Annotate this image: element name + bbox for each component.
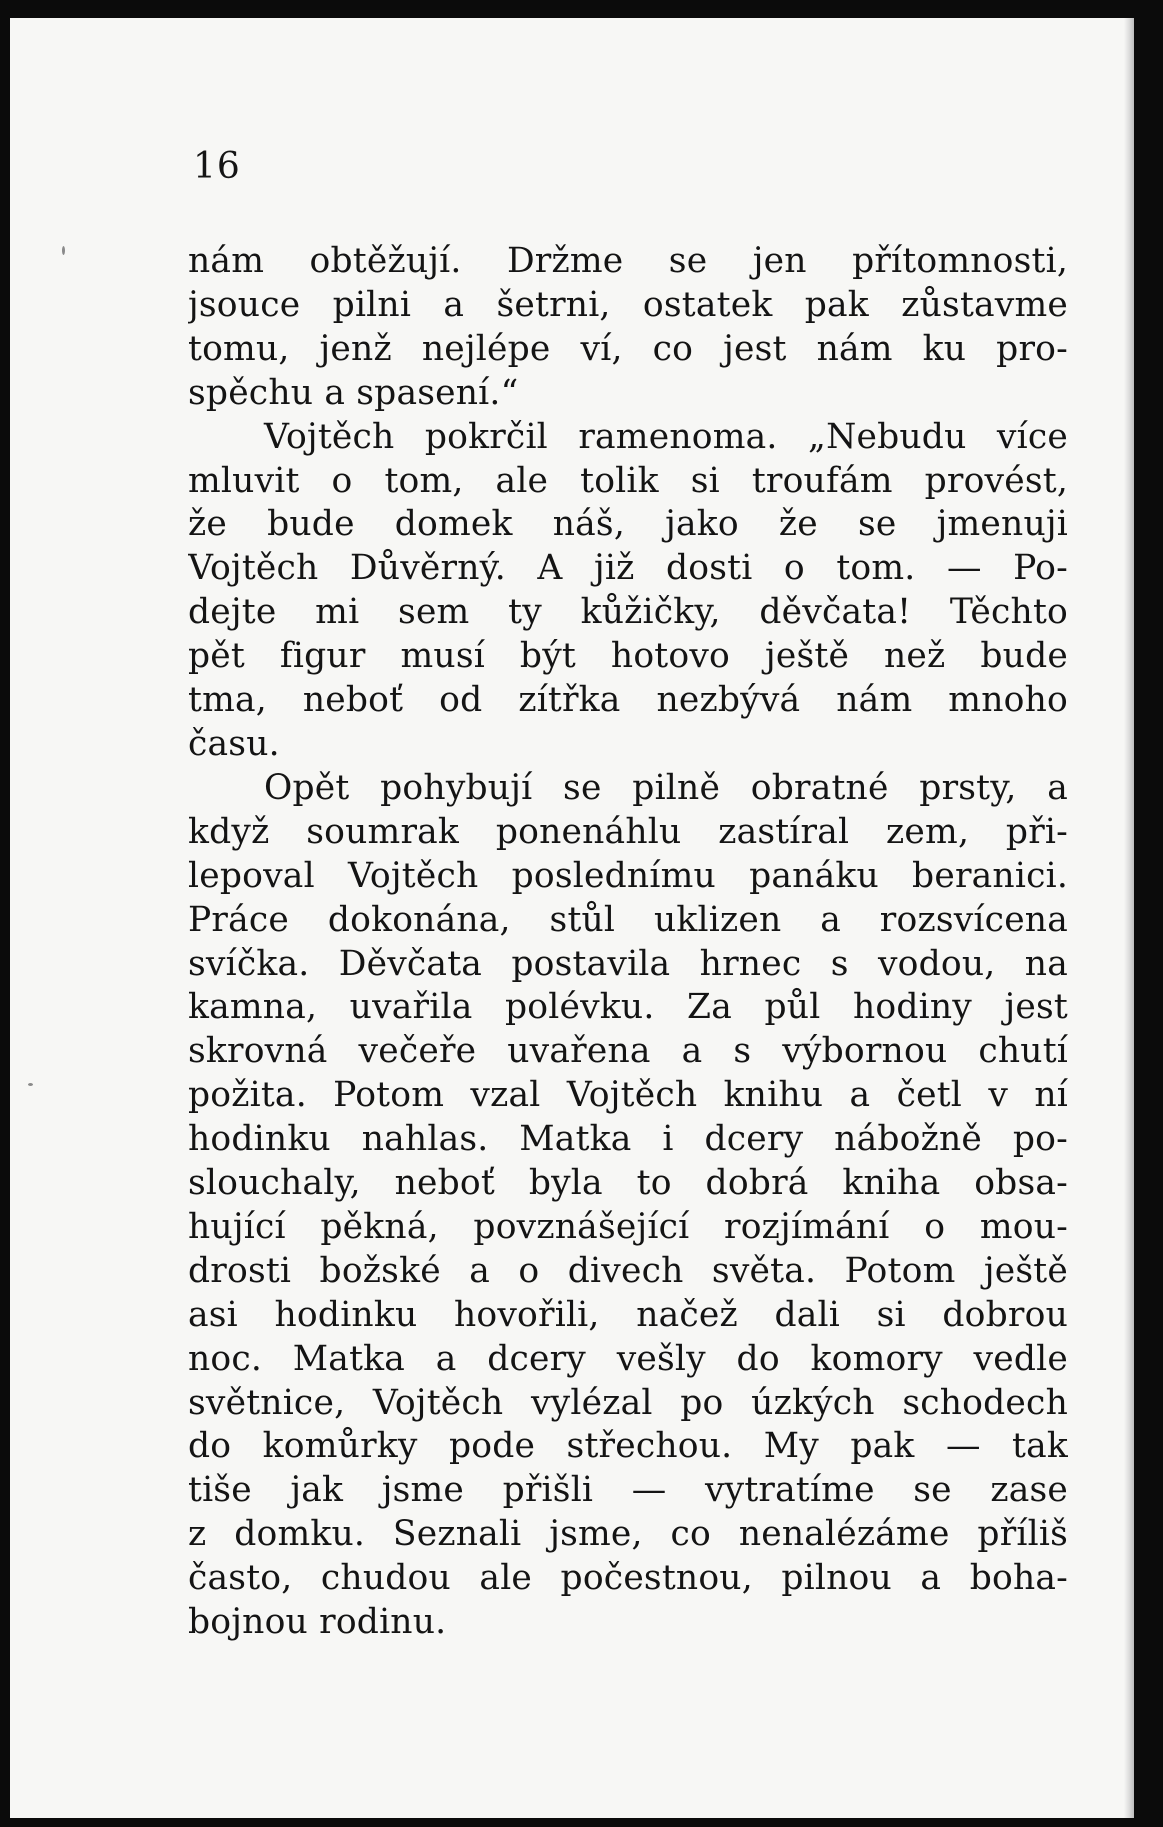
text-line: požita. Potom vzal Vojtěch knihu a četl v ní: [188, 1075, 1068, 1116]
text-line: hodinku nahlas. Matka i dcery nábožně po-: [188, 1119, 1068, 1160]
page-number: 16: [193, 146, 241, 187]
text-line: tiše jak jsme přišli — vytratíme se zase: [188, 1470, 1068, 1511]
text-line: noc. Matka a dcery vešly do komory vedle: [188, 1338, 1068, 1379]
text-line: tomu, jenž nejlépe ví, co jest nám ku pro-: [188, 328, 1068, 369]
text-line: Vojtěch pokrčil ramenoma. „Nebudu více: [264, 416, 1068, 457]
text-line: nám obtěžují. Držme se jen přítomnosti,: [188, 241, 1068, 281]
text-line: spěchu a spasení.“: [188, 372, 519, 413]
text-line: do komůrky pode střechou. My pak — tak: [188, 1426, 1068, 1467]
text-line: světnice, Vojtěch vylézal po úzkých schodech: [188, 1382, 1068, 1423]
body-text: [188, 240, 1068, 1645]
text-line: Opět pohybují se pilně obratné prsty, a: [264, 767, 1068, 808]
text-line: času.: [188, 723, 280, 764]
text-line: Práce dokonána, stůl uklizen a rozsvícena: [188, 899, 1068, 940]
text-line: jsouce pilni a šetrni, ostatek pak zůstavme: [188, 284, 1068, 325]
paper-speck: [28, 1083, 33, 1086]
text-line: slouchaly, neboť byla to dobrá kniha obsa-: [188, 1163, 1068, 1204]
text-line: že bude domek náš, jako že se jmenuji: [188, 504, 1068, 545]
text-line: často, chudou ale počestnou, pilnou a boha-: [188, 1558, 1068, 1599]
text-line: svíčka. Děvčata postavila hrnec s vodou, na: [188, 943, 1068, 984]
paper-speck: [62, 246, 65, 255]
page-edge-shadow: [1124, 18, 1134, 1818]
text-line: asi hodinku hovořili, načež dali si dobrou: [188, 1294, 1068, 1335]
text-line: bojnou rodinu.: [188, 1602, 447, 1643]
text-line: drosti božské a o divech světa. Potom ještě: [188, 1250, 1068, 1291]
text-line: pět figur musí být hotovo ještě než bude: [188, 636, 1068, 677]
text-line: skrovná večeře uvařena a s výbornou chutí: [188, 1031, 1068, 1072]
text-line: lepoval Vojtěch poslednímu panáku beranici.: [188, 855, 1068, 896]
text-line: z domku. Seznali jsme, co nenalézáme příliš: [188, 1514, 1068, 1555]
text-line: tma, neboť od zítřka nezbývá nám mnoho: [188, 680, 1068, 721]
text-line: Vojtěch Důvěrný. A již dosti o tom. — Po-: [188, 548, 1068, 589]
text-line: mluvit o tom, ale tolik si troufám provést,: [188, 460, 1068, 501]
book-page: [10, 18, 1134, 1818]
text-line: kamna, uvařila polévku. Za půl hodiny jest: [188, 987, 1068, 1028]
text-line: hující pěkná, povznášející rozjímání o mou-: [188, 1206, 1068, 1247]
text-line: když soumrak ponenáhlu zastíral zem, při-: [188, 811, 1068, 852]
text-line: dejte mi sem ty kůžičky, děvčata! Těchto: [188, 592, 1068, 633]
